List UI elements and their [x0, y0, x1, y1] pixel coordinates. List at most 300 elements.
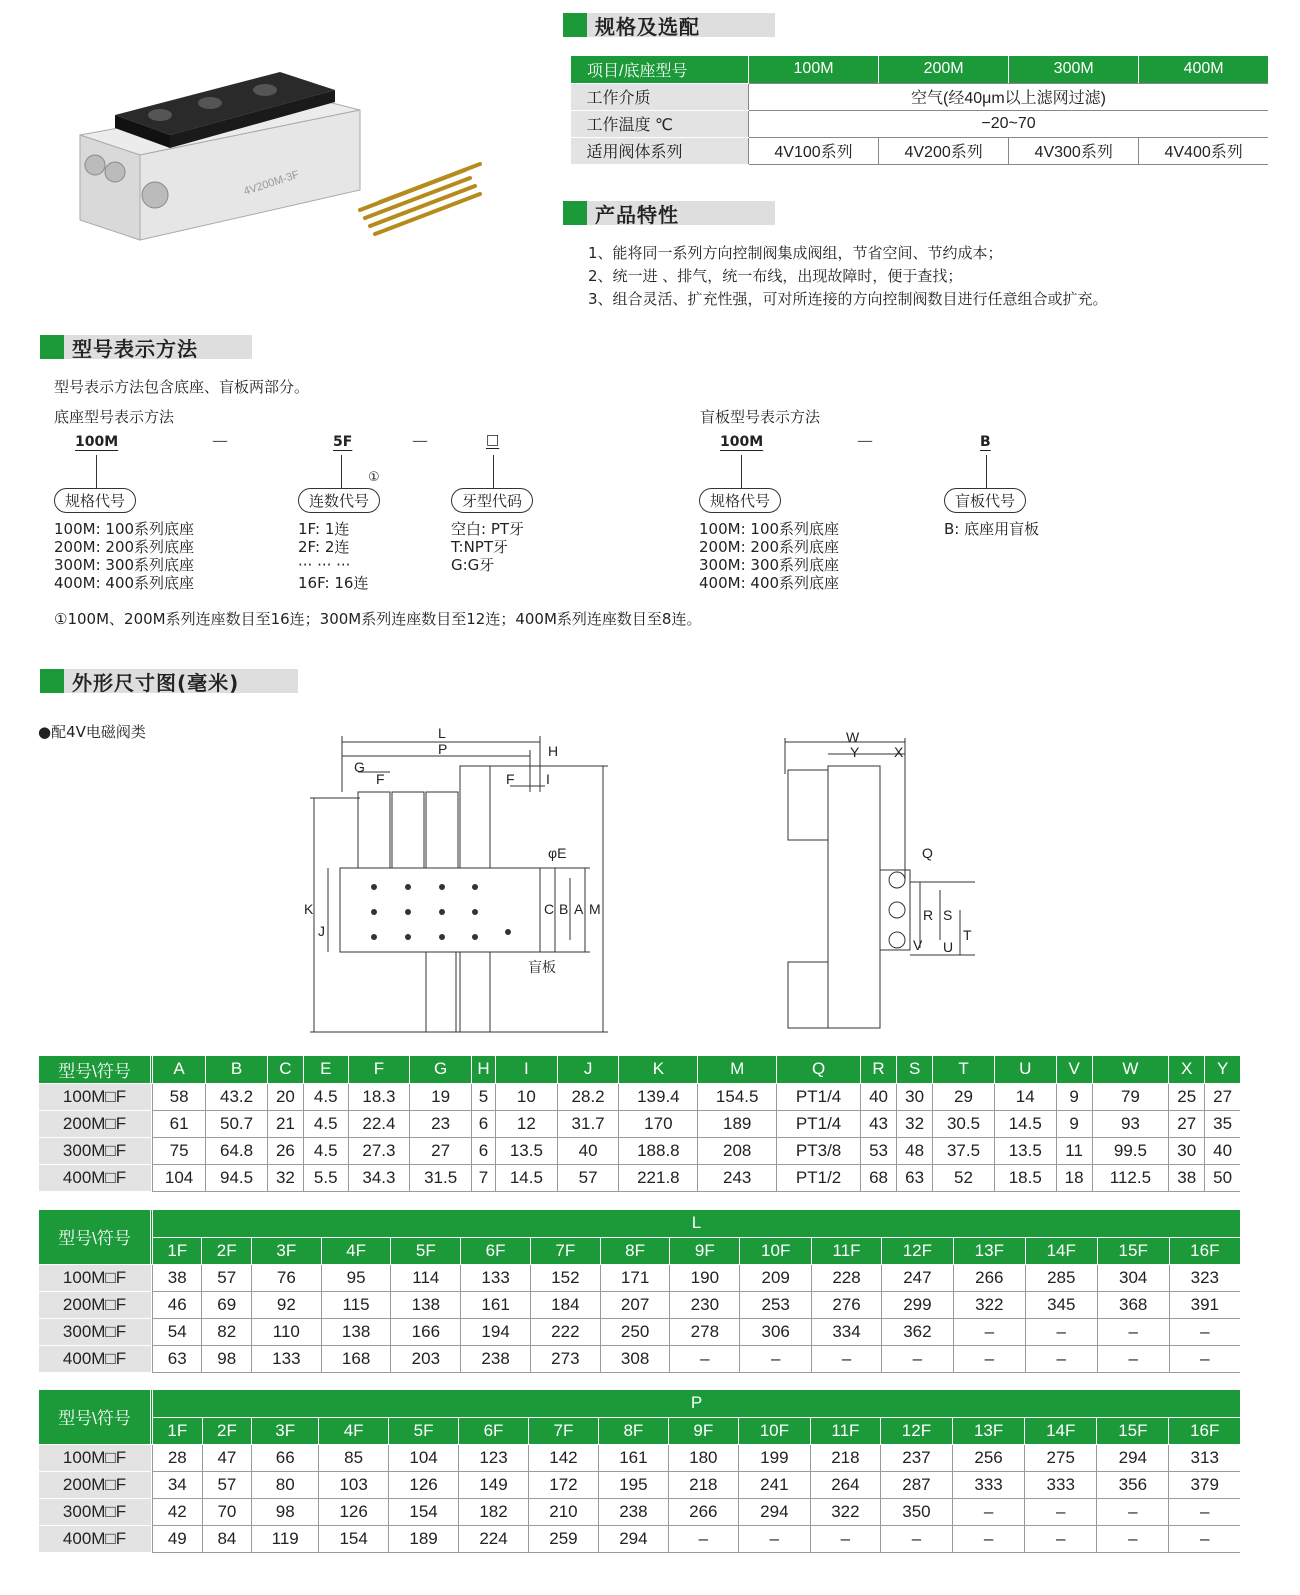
front-view-drawing — [300, 722, 620, 1042]
spec-header-row — [571, 56, 1269, 83]
L_table-cell: – — [1169, 1345, 1240, 1372]
dim-label-C: C — [544, 901, 555, 917]
label-blank-code: 盲板代号 — [944, 488, 1026, 513]
P_table-cell: 34 — [153, 1471, 203, 1498]
dim-header-cell: R — [861, 1056, 897, 1083]
spec-label: 适用阀体系列 — [571, 137, 749, 164]
L_table-col-header: 7F — [530, 1237, 600, 1264]
L_table-row — [39, 1318, 1241, 1345]
dim-label-P: P — [438, 741, 448, 757]
L_table-cell: 38 — [153, 1264, 202, 1291]
dim-cell: 31.5 — [410, 1164, 472, 1191]
spec-value: 空气(经40μm以上滤网过滤) — [749, 83, 1269, 110]
base-desc-spec — [54, 520, 194, 592]
P_table-col-header: 6F — [459, 1417, 529, 1444]
L_table-cell: 63 — [153, 1345, 202, 1372]
dim-cell: 23 — [410, 1110, 472, 1137]
L_table-col-header: 15F — [1097, 1237, 1169, 1264]
spec-header-cell: 300M — [1009, 56, 1139, 83]
product-label: 4V200M-3F — [242, 168, 301, 198]
dim-cell: 189 — [698, 1110, 777, 1137]
leader-line — [986, 455, 987, 488]
dim-cell: 221.8 — [619, 1164, 698, 1191]
spec-value: 4V400系列 — [1139, 137, 1268, 164]
dim-header-cell: E — [303, 1056, 348, 1083]
P_table-cell: 104 — [389, 1444, 459, 1471]
base-code-spec: 100M — [75, 434, 119, 450]
label-thread-code: 牙型代码 — [451, 488, 533, 513]
dim-cell: 18.5 — [994, 1164, 1056, 1191]
dim-cell: 34.3 — [348, 1164, 410, 1191]
L_table-cell: 133 — [461, 1264, 531, 1291]
P_table-cell: 350 — [880, 1498, 952, 1525]
desc-line: 16F: 16连 — [298, 574, 369, 592]
dim-row — [39, 1137, 1241, 1164]
base-code-count: 5F — [333, 434, 353, 450]
P_table-cell: 199 — [738, 1444, 810, 1471]
dim-cell: 139.4 — [619, 1083, 698, 1110]
length-L-table — [38, 1210, 1240, 1373]
L_table-cell: 368 — [1097, 1291, 1169, 1318]
dim-cell: 52 — [933, 1164, 995, 1191]
dim-cell: 11 — [1056, 1137, 1092, 1164]
dim-cell: 9 — [1056, 1083, 1092, 1110]
dim-cell: 30 — [897, 1083, 933, 1110]
dim-label-F: F — [376, 771, 385, 787]
P_table-col-header: 1F — [153, 1417, 203, 1444]
desc-line: 100M: 100系列底座 — [54, 520, 195, 538]
P_table-cell: – — [1025, 1498, 1097, 1525]
P_table-cell: 47 — [202, 1444, 252, 1471]
L_table-cell: 285 — [1025, 1264, 1097, 1291]
desc-line: 200M: 200系列底座 — [699, 538, 840, 556]
dim-header-cell: I — [496, 1056, 558, 1083]
desc-line: ··· ··· ··· — [298, 556, 351, 574]
dim-cell: 6 — [471, 1110, 495, 1137]
dim-cell: 4.5 — [303, 1110, 348, 1137]
dim-cell: 57 — [557, 1164, 619, 1191]
label-spec-code: 规格代号 — [54, 488, 136, 513]
L_table-cell: 362 — [881, 1318, 953, 1345]
L_table-cell: 247 — [881, 1264, 953, 1291]
leader-line — [96, 455, 97, 488]
desc-line: 200M: 200系列底座 — [54, 538, 195, 556]
dim-header-cell: T — [933, 1056, 995, 1083]
P_table-cell: 294 — [1097, 1444, 1169, 1471]
circle-note-mark: ① — [368, 470, 380, 485]
spec-row-series — [571, 137, 1269, 164]
L_table-cell: 92 — [251, 1291, 321, 1318]
dim-cell: 50 — [1205, 1164, 1240, 1191]
dim-cell: 68 — [861, 1164, 897, 1191]
model-footnote: ①100M、200M系列连座数目至16连；300M系列连座数目至12连；400M系列连座数目至8连。 — [54, 610, 702, 628]
dim-label-K: K — [304, 901, 314, 917]
dim-cell: PT1/2 — [777, 1164, 861, 1191]
dim-cell: 43 — [861, 1110, 897, 1137]
L_table-cell: 133 — [251, 1345, 321, 1372]
dim-row — [39, 1110, 1241, 1137]
L_table-col-header: 16F — [1169, 1237, 1240, 1264]
P_table-cell: 379 — [1169, 1471, 1240, 1498]
dim-cell: 4.5 — [303, 1137, 348, 1164]
dim-cell: 10 — [496, 1083, 558, 1110]
base-desc-thread — [451, 520, 524, 574]
dim-header-cell: Y — [1205, 1056, 1240, 1083]
product-photo — [60, 60, 500, 260]
P_table-col-header: 15F — [1097, 1417, 1169, 1444]
P_table-cell: 161 — [598, 1444, 668, 1471]
P_table-cell: – — [1097, 1525, 1169, 1552]
P_table-cell: 287 — [880, 1471, 952, 1498]
L_table-col-header: 12F — [881, 1237, 953, 1264]
model-section-header — [40, 334, 252, 360]
L_table-cell: 308 — [600, 1345, 670, 1372]
dim-header-cell: K — [619, 1056, 698, 1083]
P_table-cell: 49 — [153, 1525, 203, 1552]
dim-header-cell: U — [994, 1056, 1056, 1083]
dim-cell: 99.5 — [1092, 1137, 1169, 1164]
spec-section-header — [563, 12, 775, 38]
L_table-row — [39, 1291, 1241, 1318]
P_table-cell: 356 — [1097, 1471, 1169, 1498]
P_table-cell: 200M□F — [39, 1471, 151, 1498]
dim-cell: 200M□F — [39, 1110, 151, 1137]
dim-cell: 100M□F — [39, 1083, 151, 1110]
P_table-cell: 256 — [953, 1444, 1025, 1471]
L_table-cell: 334 — [812, 1318, 882, 1345]
L_table-cell: – — [1097, 1318, 1169, 1345]
P_table-cell: 275 — [1025, 1444, 1097, 1471]
dim-label-blank: 盲板 — [528, 959, 556, 975]
dim-cell: 20 — [267, 1083, 303, 1110]
L_table-col-row — [39, 1237, 1241, 1264]
L_table-col-header: 14F — [1025, 1237, 1097, 1264]
L_table-cell: – — [1097, 1345, 1169, 1372]
P_table-col-header: 13F — [953, 1417, 1025, 1444]
L_table-cell: – — [953, 1318, 1025, 1345]
P_table-cell: 126 — [389, 1471, 459, 1498]
P_table-cell: – — [1169, 1498, 1240, 1525]
P_table-cell: 259 — [528, 1525, 598, 1552]
dim-cell: 50.7 — [206, 1110, 268, 1137]
L_table-col-header: 6F — [461, 1237, 531, 1264]
dim-header-cell: B — [206, 1056, 268, 1083]
spec-label: 工作介质 — [571, 83, 749, 110]
dim-cell: 32 — [267, 1164, 303, 1191]
features-list — [588, 242, 1108, 311]
dim-cell: 79 — [1092, 1083, 1169, 1110]
P_table-title-row — [39, 1390, 1241, 1417]
P_table-col-header: 5F — [389, 1417, 459, 1444]
dimension-table — [38, 1056, 1240, 1192]
P_table-cell: – — [1025, 1525, 1097, 1552]
dim-cell: 243 — [698, 1164, 777, 1191]
L_table-cell: – — [881, 1345, 953, 1372]
side-view-drawing — [770, 730, 990, 1040]
L_table-row — [39, 1345, 1241, 1372]
dim-label-H: H — [548, 743, 559, 759]
P_table-cell: 66 — [252, 1444, 319, 1471]
P_table-cell: 126 — [319, 1498, 389, 1525]
dim-label-U: U — [943, 939, 954, 955]
P_table-cell: 218 — [668, 1471, 738, 1498]
L_table-cell: 250 — [600, 1318, 670, 1345]
dim-cell: PT1/4 — [777, 1083, 861, 1110]
P_table-row — [39, 1525, 1241, 1552]
P_table-col-header: 11F — [810, 1417, 880, 1444]
L_table-cell: 98 — [202, 1345, 251, 1372]
spec-value: 4V100系列 — [749, 137, 879, 164]
dim-label-G: G — [354, 759, 365, 775]
P_table-cell: 119 — [252, 1525, 319, 1552]
L_table-cell: – — [1025, 1345, 1097, 1372]
dim-cell: 27 — [410, 1137, 472, 1164]
dim-cell: 14.5 — [496, 1164, 558, 1191]
dim-cell: PT1/4 — [777, 1110, 861, 1137]
P_table-col-row — [39, 1417, 1241, 1444]
P_table-cell: 300M□F — [39, 1498, 151, 1525]
P_table-cell: 182 — [459, 1498, 529, 1525]
dim-header-cell: C — [267, 1056, 303, 1083]
dim-header-cell: M — [698, 1056, 777, 1083]
dim-label-S: S — [943, 907, 953, 923]
dim-cell: 31.7 — [557, 1110, 619, 1137]
leader-line — [741, 455, 742, 488]
dim-label-W: W — [846, 730, 860, 745]
desc-line: 300M: 300系列底座 — [54, 556, 195, 574]
L_table-cell: 203 — [391, 1345, 461, 1372]
P_table-cell: 100M□F — [39, 1444, 151, 1471]
dim-cell: 14 — [994, 1083, 1056, 1110]
dim-cell: 30 — [1169, 1137, 1205, 1164]
base-title: 底座型号表示方法 — [54, 408, 175, 426]
P_table-cell: 172 — [528, 1471, 598, 1498]
label-blank-spec: 规格代号 — [699, 488, 781, 513]
dim-cell: 58 — [153, 1083, 206, 1110]
L_table-cell: 278 — [670, 1318, 740, 1345]
dim-cell: 14.5 — [994, 1110, 1056, 1137]
spec-value: 4V300系列 — [1009, 137, 1139, 164]
P_table-cell: 84 — [202, 1525, 252, 1552]
L_table-cell: – — [812, 1345, 882, 1372]
dim-cell: 5.5 — [303, 1164, 348, 1191]
dim-label-X: X — [894, 744, 904, 760]
desc-line: G:G牙 — [451, 556, 495, 574]
P_table-col-header: 14F — [1025, 1417, 1097, 1444]
L_table-cell: 138 — [391, 1291, 461, 1318]
dim-header-cell: F — [348, 1056, 410, 1083]
desc-line: B: 底座用盲板 — [944, 520, 1040, 538]
model-intro: 型号表示方法包含底座、盲板两部分。 — [54, 378, 310, 396]
L_table-cell: 306 — [740, 1318, 812, 1345]
features-section-header — [563, 200, 775, 226]
L_table-col-header: 2F — [202, 1237, 251, 1264]
dim-label-B: B — [559, 901, 569, 917]
dim-cell: 40 — [1205, 1137, 1240, 1164]
P_table-cell: 80 — [252, 1471, 319, 1498]
L_table-col-header: 4F — [321, 1237, 391, 1264]
leader-line — [493, 455, 494, 488]
P_table-cell: 189 — [389, 1525, 459, 1552]
L_table-cell: 304 — [1097, 1264, 1169, 1291]
P_table-cell: 237 — [880, 1444, 952, 1471]
L_table-cell: 115 — [321, 1291, 391, 1318]
dim-cell: 25 — [1169, 1083, 1205, 1110]
L_table-cell: 152 — [530, 1264, 600, 1291]
P_table-cell: 42 — [153, 1498, 203, 1525]
P_table-cell: 85 — [319, 1444, 389, 1471]
feature-item: 3、组合灵活、扩充性强，可对所连接的方向控制阀数目进行任意组合或扩充。 — [588, 290, 1108, 308]
dim-cell: 4.5 — [303, 1083, 348, 1110]
P_table-cell: 28 — [153, 1444, 203, 1471]
dim-cell: 37.5 — [933, 1137, 995, 1164]
dim-cell: 400M□F — [39, 1164, 151, 1191]
desc-line: 300M: 300系列底座 — [699, 556, 840, 574]
dims-section-title: 外形尺寸图(毫米) — [64, 669, 298, 693]
P_table-cell: 218 — [810, 1444, 880, 1471]
spec-header-cell: 100M — [749, 56, 879, 83]
P_table-cell: 224 — [459, 1525, 529, 1552]
P_table-cell: 70 — [202, 1498, 252, 1525]
P_table-cell: – — [738, 1525, 810, 1552]
L_table-cell: 300M□F — [39, 1318, 151, 1345]
L_table-cell: 253 — [740, 1291, 812, 1318]
spec-section-title: 规格及选配 — [587, 13, 775, 37]
dim-cell: 38 — [1169, 1164, 1205, 1191]
L_table-cell: 110 — [251, 1318, 321, 1345]
P_table-col-header: 12F — [880, 1417, 952, 1444]
P_table-row — [39, 1498, 1241, 1525]
dim-label-E: φE — [548, 845, 567, 861]
P_table-col-header: 4F — [319, 1417, 389, 1444]
L_table-cell: 200M□F — [39, 1291, 151, 1318]
dim-cell: 61 — [153, 1110, 206, 1137]
L_table-cell: 207 — [600, 1291, 670, 1318]
L_table-col-header: 3F — [251, 1237, 321, 1264]
dim-header-row — [39, 1056, 1241, 1083]
dim-cell: 7 — [471, 1164, 495, 1191]
L_table-col-header: 13F — [953, 1237, 1025, 1264]
dim-cell: 35 — [1205, 1110, 1240, 1137]
L_table-cell: 323 — [1169, 1264, 1240, 1291]
L_table-cell: 138 — [321, 1318, 391, 1345]
P_table-cell: 333 — [953, 1471, 1025, 1498]
dim-cell: 28.2 — [557, 1083, 619, 1110]
L_table-cell: 166 — [391, 1318, 461, 1345]
dim-label-F2: F — [506, 771, 515, 787]
dim-label-V: V — [913, 937, 923, 953]
dim-cell: 40 — [861, 1083, 897, 1110]
P_table-cell: 57 — [202, 1471, 252, 1498]
dim-cell: 21 — [267, 1110, 303, 1137]
dim-cell: 9 — [1056, 1110, 1092, 1137]
spec-header-cell: 400M — [1139, 56, 1268, 83]
spec-value: 4V200系列 — [879, 137, 1009, 164]
blank-code-spec: 100M — [720, 434, 764, 450]
P_table-cell: – — [1169, 1525, 1240, 1552]
dim-header-cell: V — [1056, 1056, 1092, 1083]
dim-cell: 27.3 — [348, 1137, 410, 1164]
dim-cell: 29 — [933, 1083, 995, 1110]
L_table-title-row — [39, 1210, 1241, 1237]
blank-title: 盲板型号表示方法 — [700, 408, 821, 426]
dim-cell: 13.5 — [994, 1137, 1056, 1164]
dim-label-Y: Y — [850, 744, 860, 760]
features-section-title: 产品特性 — [587, 201, 775, 225]
dim-header-cell: J — [557, 1056, 619, 1083]
P_table-col-header: 8F — [598, 1417, 668, 1444]
L_table-cell: 57 — [202, 1264, 251, 1291]
dim-cell: 300M□F — [39, 1137, 151, 1164]
dim-cell: 93 — [1092, 1110, 1169, 1137]
dim-cell: 154.5 — [698, 1083, 777, 1110]
dim-label-T: T — [963, 927, 972, 943]
dim-cell: 64.8 — [206, 1137, 268, 1164]
dim-cell: 53 — [861, 1137, 897, 1164]
dim-cell: 12 — [496, 1110, 558, 1137]
L_table-cell: – — [670, 1345, 740, 1372]
L_table-cell: 168 — [321, 1345, 391, 1372]
L_table-cell: 114 — [391, 1264, 461, 1291]
P_table-cell: 180 — [668, 1444, 738, 1471]
L_table-col-header: 9F — [670, 1237, 740, 1264]
P_table-cell: 313 — [1169, 1444, 1240, 1471]
L_table-cell: 400M□F — [39, 1345, 151, 1372]
L_table-col-header: 11F — [812, 1237, 882, 1264]
dim-header-cell: S — [897, 1056, 933, 1083]
dim-cell: 104 — [153, 1164, 206, 1191]
L_table-cell: – — [1169, 1318, 1240, 1345]
L_table-cell: 228 — [812, 1264, 882, 1291]
L_table-cell: 95 — [321, 1264, 391, 1291]
dim-cell: 22.4 — [348, 1110, 410, 1137]
dim-cell: 40 — [557, 1137, 619, 1164]
dim-label-M: M — [589, 901, 601, 917]
L_table-cell: 299 — [881, 1291, 953, 1318]
dim-cell: 208 — [698, 1137, 777, 1164]
dim-cell: 75 — [153, 1137, 206, 1164]
code-dash: — — [412, 431, 428, 450]
L_table-col-header: 1F — [153, 1237, 202, 1264]
spec-table — [570, 56, 1268, 165]
spec-header-cell: 200M — [879, 56, 1009, 83]
P_table-col-header: 7F — [528, 1417, 598, 1444]
L_table-cell: – — [1025, 1318, 1097, 1345]
L_table-cell: 266 — [953, 1264, 1025, 1291]
spec-row-medium — [571, 83, 1269, 110]
dim-cell: 6 — [471, 1137, 495, 1164]
L_table-col-header: 8F — [600, 1237, 670, 1264]
P_table-cell: 322 — [810, 1498, 880, 1525]
P_table-cell: – — [880, 1525, 952, 1552]
P_table-cell: 123 — [459, 1444, 529, 1471]
dim-cell: 26 — [267, 1137, 303, 1164]
P_table-cell: 238 — [598, 1498, 668, 1525]
dim-cell: 13.5 — [496, 1137, 558, 1164]
L_table-corner: 型号\符号 — [39, 1210, 151, 1264]
dim-cell: 27 — [1205, 1083, 1240, 1110]
L_table-cell: 69 — [202, 1291, 251, 1318]
desc-line: T:NPT牙 — [451, 538, 508, 556]
dim-row — [39, 1164, 1241, 1191]
desc-line: 空白: PT牙 — [451, 520, 525, 538]
P_table-col-header: 10F — [738, 1417, 810, 1444]
P_table-cell: 210 — [528, 1498, 598, 1525]
dim-header-cell: A — [153, 1056, 206, 1083]
feature-item: 2、统一进 、排气，统一布线，出现故障时，便于查找； — [588, 267, 963, 285]
P_table-corner: 型号\符号 — [39, 1390, 151, 1444]
spec-header-cell: 项目/底座型号 — [571, 56, 749, 83]
